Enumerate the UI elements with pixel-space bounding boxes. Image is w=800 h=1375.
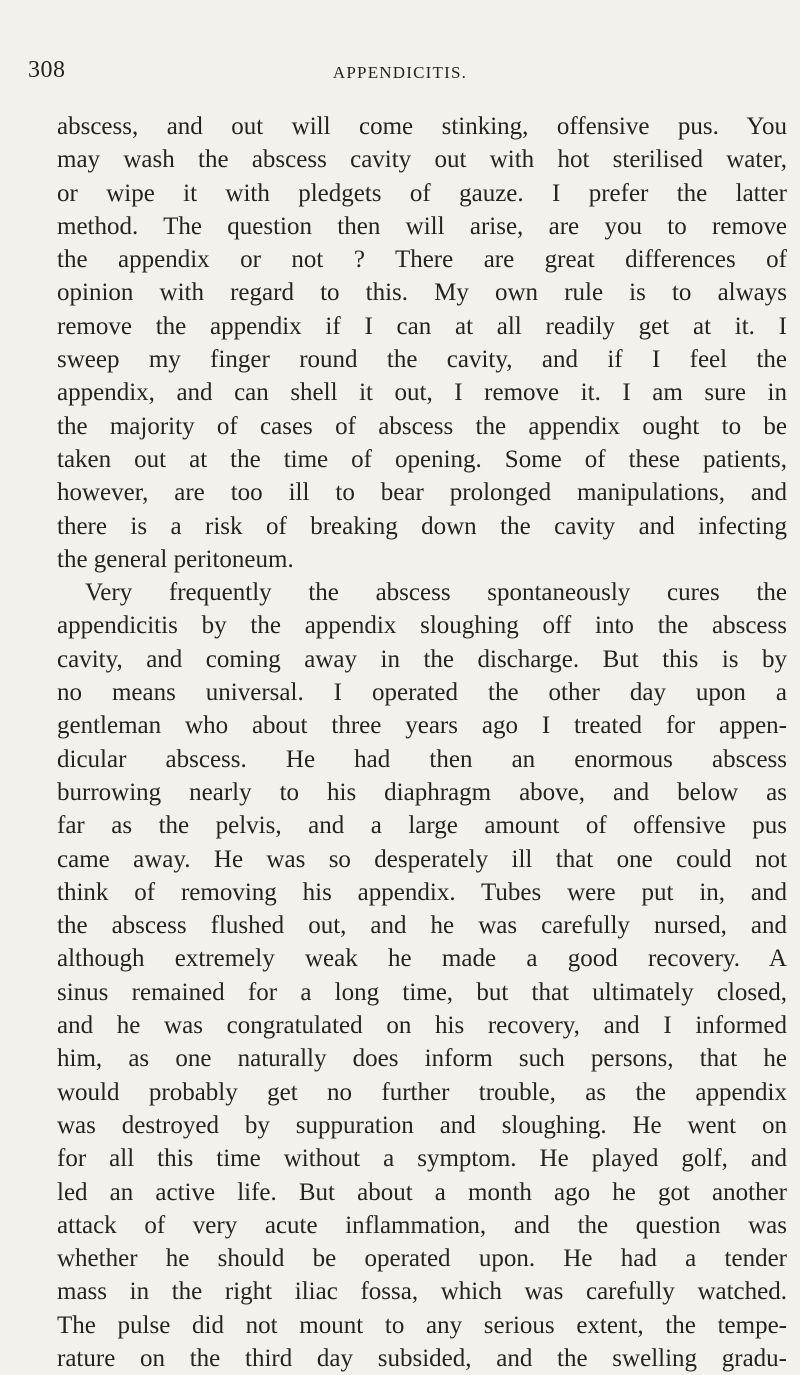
text-line: or wipe it with pledgets of gauze. I prefer the latter [57, 179, 787, 207]
text-line: the abscess flushed out, and he was carefully nursed, and [57, 912, 787, 940]
text-line: mass in the right iliac fossa, which was carefully watched. [57, 1278, 787, 1306]
text-line: far as the pelvis, and a large amount of offensive pus [57, 812, 787, 840]
text-line: sinus remained for a long time, but that ultimately closed, [57, 978, 787, 1006]
text-line: attack of very acute inflammation, and the question was [57, 1211, 787, 1239]
text-line: opinion with regard to this. My own rule is to always [57, 279, 787, 307]
text-line: there is a risk of breaking down the cavity and infecting [57, 512, 787, 540]
text-line: cavity, and coming away in the discharge. But this is by [57, 645, 787, 673]
text-line: him, as one naturally does inform such persons, that he [57, 1045, 787, 1073]
text-line: method. The question then will arise, are you to remove [57, 212, 787, 240]
text-line: no means universal. I operated the other day upon a [57, 679, 787, 707]
text-line: however, are too ill to bear prolonged manipulations, and [57, 479, 787, 507]
text-line: gentleman who about three years ago I treated for appen- [57, 712, 787, 740]
text-line: remove the appendix if I can at all readily get at it. I [57, 312, 787, 340]
text-line: and he was congratulated on his recovery, and I informed [57, 1012, 787, 1040]
text-line: appendix, and can shell it out, I remove it. I am sure in [57, 379, 787, 407]
text-line: rature on the third day subsided, and the swelling gradu- [57, 1344, 787, 1372]
text-line: the appendix or not ? There are great differences of [57, 246, 787, 274]
text-line: The pulse did not mount to any serious extent, the tempe- [57, 1311, 787, 1339]
text-line: dicular abscess. He had then an enormous abscess [57, 745, 787, 773]
text-line: although extremely weak he made a good recovery. A [57, 945, 787, 973]
text-line: think of removing his appendix. Tubes were put in, and [57, 878, 787, 906]
text-line: whether he should be operated upon. He had a tender [57, 1245, 787, 1273]
paragraph-start-line: Very frequently the abscess spontaneously cures the [85, 579, 787, 607]
text-line: abscess, and out will come stinking, offensive pus. You [57, 113, 787, 140]
text-line: appendicitis by the appendix sloughing off into the abscess [57, 612, 787, 640]
paragraph-end-line: the general peritoneum. [57, 545, 294, 573]
text-line: burrowing nearly to his diaphragm above, and below as [57, 778, 787, 806]
text-line: was destroyed by suppuration and sloughing. He went on [57, 1111, 787, 1139]
text-line: led an active life. But about a month ago he got another [57, 1178, 787, 1206]
text-line: may wash the abscess cavity out with hot sterilised water, [57, 146, 787, 174]
text-line: would probably get no further trouble, as the appendix [57, 1078, 787, 1106]
text-line: sweep my finger round the cavity, and if I feel the [57, 346, 787, 374]
running-head: APPENDICITIS. [332, 63, 468, 82]
text-line: the majority of cases of abscess the appendix ought to be [57, 412, 787, 440]
text-line: taken out at the time of opening. Some of these patients, [57, 445, 787, 473]
text-line: came away. He was so desperately ill that one could not [57, 845, 787, 873]
text-line: for all this time without a symptom. He played golf, and [57, 1145, 787, 1173]
page-number: 308 [28, 57, 66, 83]
body-text [57, 110, 787, 1375]
